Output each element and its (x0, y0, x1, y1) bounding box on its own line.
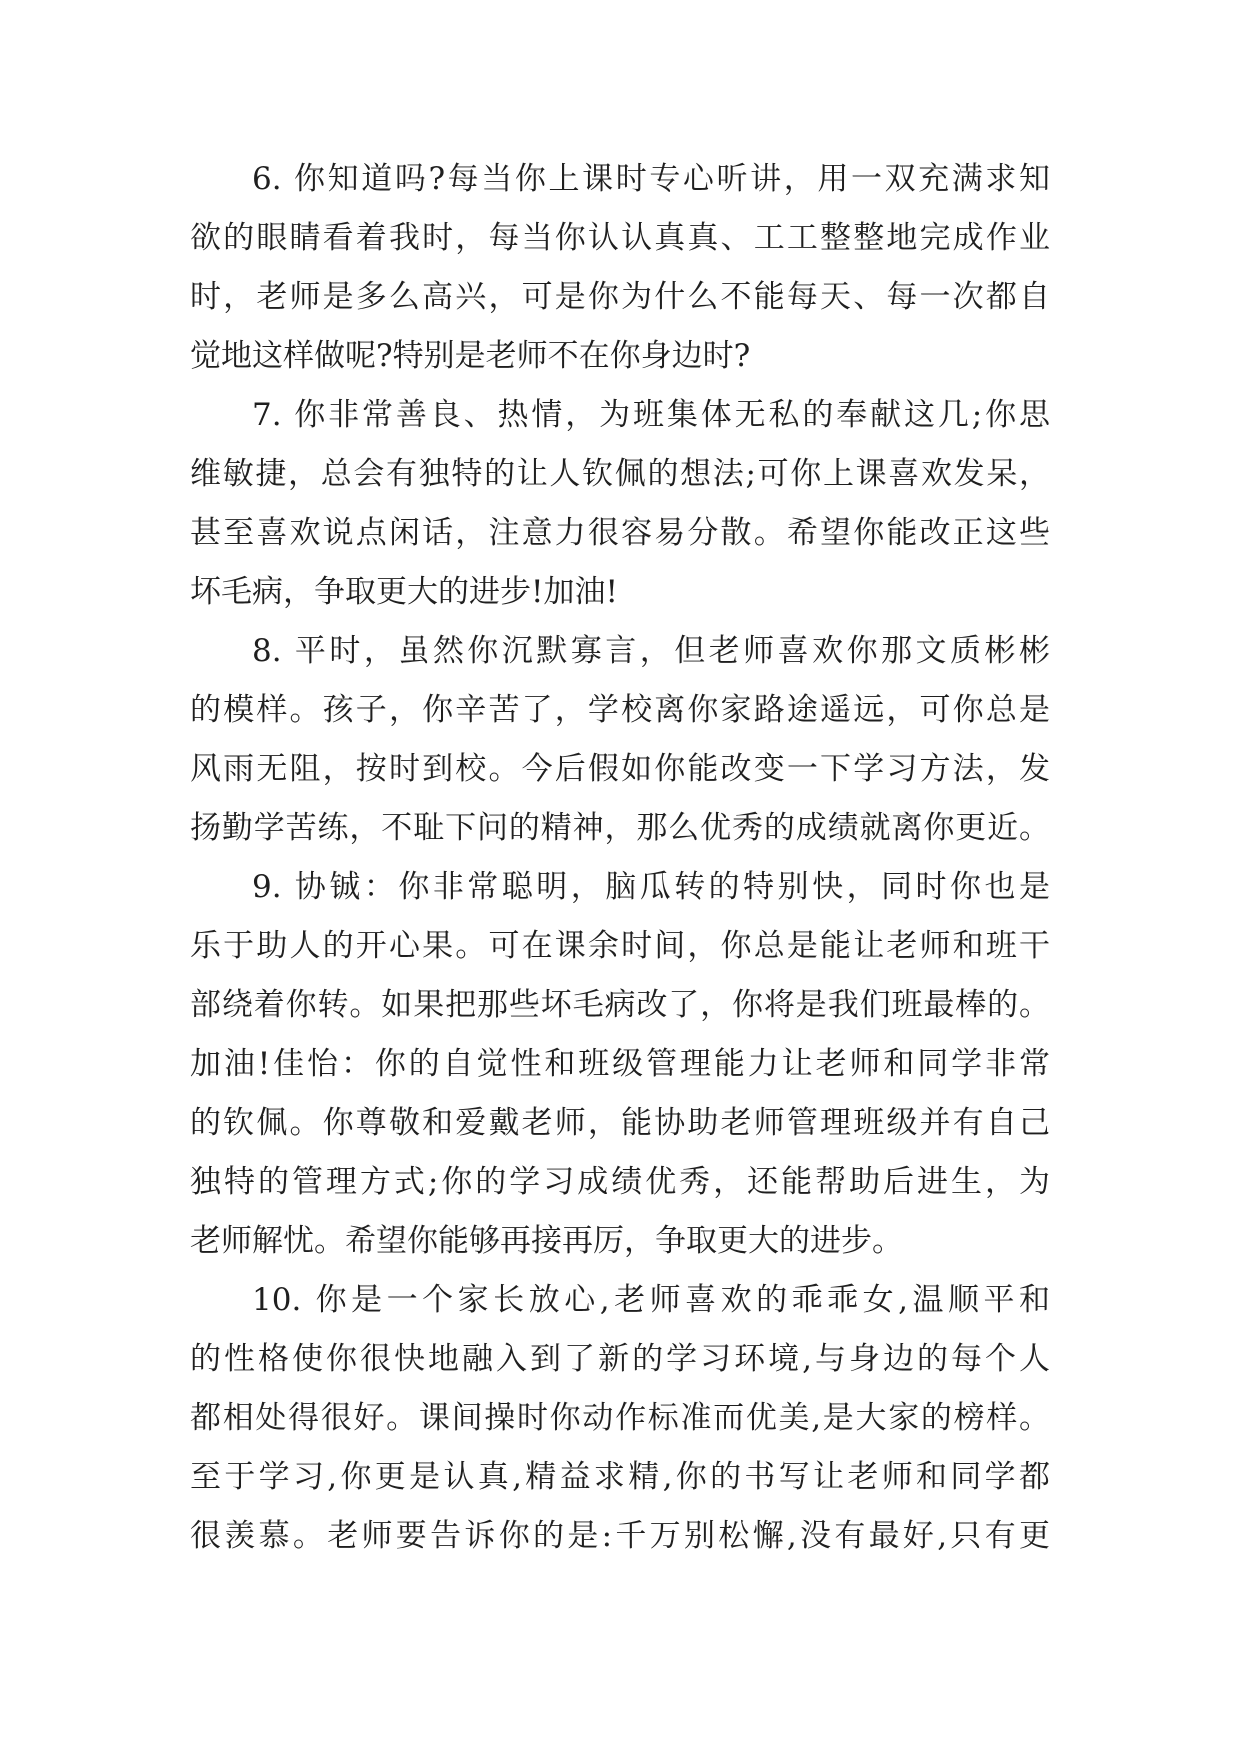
paragraph-6-line-2: 欲的眼睛看着我时，每当你认认真真、工工整整地完成作业 (190, 220, 1050, 256)
paragraph-7-line-1: 7. 你非常善良、热情，为班集体无私的奉献这几;你思 (252, 397, 1050, 433)
paragraph-7-line-3: 甚至喜欢说点闲话，注意力很容易分散。希望你能改正这些 (190, 515, 1050, 551)
paragraph-8-line-2: 的模样。孩子，你辛苦了，学校离你家路途遥远，可你总是 (190, 692, 1050, 728)
paragraph-9-line-2: 乐于助人的开心果。可在课余时间，你总是能让老师和班干 (190, 928, 1050, 964)
paragraph-9-line-6: 独特的管理方式;你的学习成绩优秀，还能帮助后进生，为 (190, 1164, 1050, 1200)
paragraph-9-line-5: 的钦佩。你尊敬和爱戴老师，能协助老师管理班级并有自己 (190, 1105, 1050, 1141)
paragraph-6-line-1: 6. 你知道吗?每当你上课时专心听讲，用一双充满求知 (252, 161, 1050, 197)
paragraph-7-line-4: 坏毛病，争取更大的进步!加油! (190, 574, 618, 610)
paragraph-10-line-5: 很羡慕。老师要告诉你的是:千万别松懈,没有最好,只有更 (190, 1518, 1050, 1554)
paragraph-8-line-1: 8. 平时，虽然你沉默寡言，但老师喜欢你那文质彬彬 (252, 633, 1050, 669)
paragraph-8-line-3: 风雨无阻，按时到校。今后假如你能改变一下学习方法，发 (190, 751, 1050, 787)
paragraph-8-line-4: 扬勤学苦练，不耻下问的精神，那么优秀的成绩就离你更近。 (190, 810, 1050, 846)
paragraph-9-line-7: 老师解忧。希望你能够再接再厉，争取更大的进步。 (190, 1223, 903, 1259)
body-text (190, 150, 1050, 1566)
paragraph-9-line-1: 9. 协铖：你非常聪明，脑瓜转的特别快，同时你也是 (252, 869, 1050, 905)
paragraph-9-line-3: 部绕着你转。如果把那些坏毛病改了，你将是我们班最棒的。 (190, 987, 1050, 1023)
paragraph-7-line-2: 维敏捷，总会有独特的让人钦佩的想法;可你上课喜欢发呆， (190, 456, 1050, 492)
paragraph-10-line-1: 10. 你是一个家长放心,老师喜欢的乖乖女,温顺平和 (252, 1282, 1050, 1318)
paragraph-10-line-2: 的性格使你很快地融入到了新的学习环境,与身边的每个人 (190, 1341, 1050, 1377)
paragraph-9-line-4: 加油!佳怡：你的自觉性和班级管理能力让老师和同学非常 (190, 1046, 1050, 1082)
paragraph-6-line-4: 觉地这样做呢?特别是老师不在你身边时? (190, 338, 751, 374)
paragraph-10-line-4: 至于学习,你更是认真,精益求精,你的书写让老师和同学都 (190, 1459, 1050, 1495)
paragraph-6-line-3: 时，老师是多么高兴，可是你为什么不能每天、每一次都自 (190, 279, 1050, 315)
paragraph-10-line-3: 都相处得很好。课间操时你动作标准而优美,是大家的榜样。 (190, 1400, 1050, 1436)
